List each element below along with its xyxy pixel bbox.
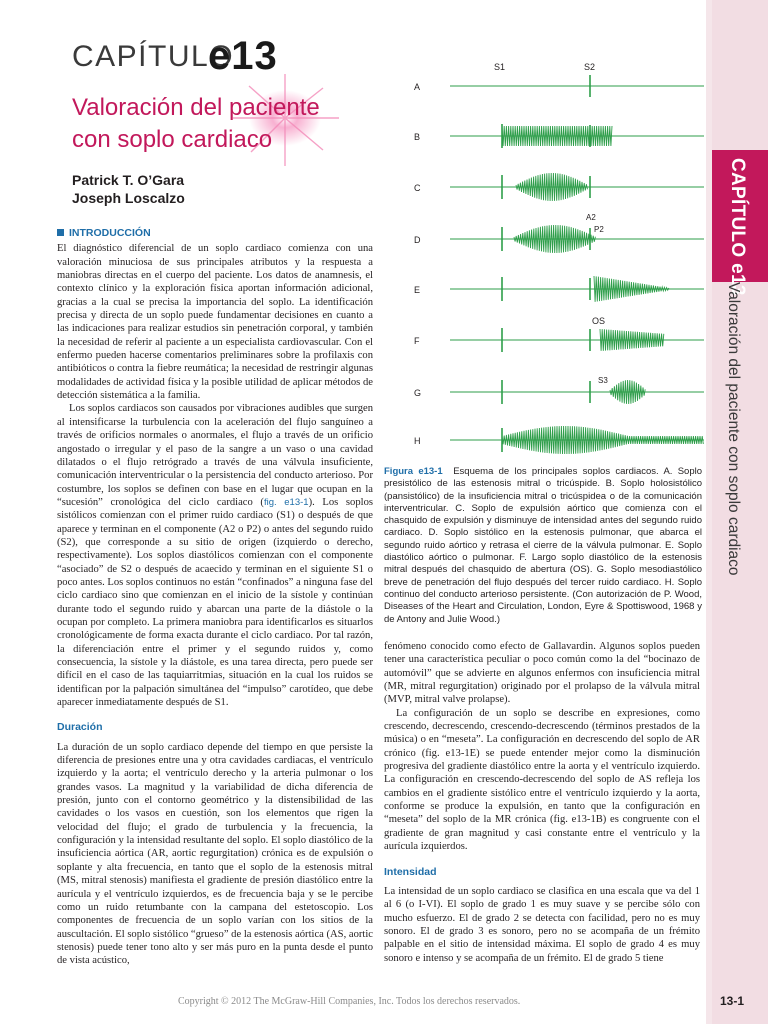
chapter-title-line-2: con soplo cardiaco <box>72 126 273 153</box>
row-label-c: C <box>414 183 421 193</box>
right-paragraph-1: fenómeno conocido como efecto de Gallavardin. Algunos soplos pueden tener una característica peculiar o poco común como la del “bocinazo de automóvil” que se advierte en algunos enfermos con insuficiencia mitral (MR, mitral regurgitation) originado por el prolapso de la válvula mitral (MVP, mitral valve prolapse). <box>384 641 700 706</box>
row-label-e: E <box>414 285 421 295</box>
label-s3: S3 <box>598 376 608 385</box>
side-running-title: Valoración del paciente con soplo cardiaco <box>725 282 742 576</box>
intro-paragraph-2: Los soplos cardiacos son causados por vibraciones audibles que surgen al intensificarse la turbulencia con la aceleración del flujo sanguíneo a través de orificios normales o anormales, el flujo a través de un orificio angostado o irregular y el paso de la sangre a un vaso o una cavidad dilatados o el flujo retrógrado a través de una válvula insuficiente, comunicación interventricular o la persistencia del conducto arterioso. Por costumbre, los soplos se definen con base en el lugar que ocupan en la “sucesión” cronológica del ciclo cardiaco (fig. e13-1). Los soplos sistólicos comienzan con el primer ruido cardiaco (S1) o después de que aparece y terminan en el componente (A2 o P2) o antes del segundo ruido (S2), que corresponde a su sitio de origen (izquierdo o derecho, respectivamente). Los soplos diastólicos comienzan con el componente “asociado” de S2 o después de acaecido y terminan en el siguiente S1 o poco antes. Los soplos continuos no están “confinados” a ninguna fase del ciclo cardiaco sino que comienzan en el inicio de la sístole y continúan durante todo el segundo ruido y abarcan una parte de la diástole o la ocupan por completo. La primera maniobra para identificarlos es situarlos cronológicamente de forma exacta durante el ciclo cardiaco. Por tal razón, la diferenciación entre el primer y el segundo ruidos y, como consecuencia, la sístole y la diástole, es una tarea directa, pero puede ser difícil en el caso de las taquiarritmias, situación en la cual los ruidos se identifican por la palpación simultánea del “impulso” carotídeo, que debe aparecer inmediatamente después de S1. <box>57 403 373 709</box>
right-column <box>384 640 700 965</box>
label-s2: S2 <box>584 62 596 72</box>
heading-intensity: Intensidad <box>384 865 437 878</box>
row-label-h: H <box>414 436 421 446</box>
chapter-number: e13 <box>208 34 278 78</box>
heading-intro: INTRODUCCIÓN <box>57 227 373 240</box>
duration-paragraph: La duración de un soplo cardiaco depende del tiempo en que persiste la diferencia de presiones entre una y otra cavidades cardiacas, el ventrículo izquierdo y la aorta; el ventrículo derecho y la arteria pulmonar o los grandes vasos. La magnitud y la variabilidad de dicha diferencia de presión, junto con el contorno geométrico y la distensibilidad de las cavidades o los vasos en cuestión, son los elementos que rigen la velocidad del flujo; el grado de turbulencia y la frecuencia, la configuración y la intensidad resultante del soplo. El soplo diastólico de la insuficiencia aórtica (AR, aortic regurgitation) crónica es de expulsión o soplante y alta frecuencia, en tanto que el soplo de la estenosis mitral (MS, mitral stenosis) manifiesta el gradiente de presión diastólico entre la aurícula y el ventrículo izquierdos, es de frecuencia baja y se le percibe como un ruido retumbante con la campana del estetoscopio. Los componentes de frecuencia de un soplo varían con los sitios de la auscultación. El soplo sistólico “grueso” de la estenosis aórtica (AS, aortic stenosis) puede tener tono alto y ser más puro en la punta desde el punto de vista acústico, <box>57 741 373 967</box>
section-square-icon <box>57 229 64 236</box>
figure-caption-label: Figura e13-1 <box>384 466 443 477</box>
figure-caption-text: Esquema de los principales soplos cardiacos. A. Soplo presistólico de las estenosis mitral o tricúspide. B. Soplo holosistólico (pansistólico) de la insuficiencia mitral o tricúspidea o de la comunicación interventricular. C. Soplo de expulsión aórtico que comienza con el chasquido de expulsión y disminuye de intensidad antes del segundo ruido cardiaco. D. Soplo sistólico en la estenosis pulmonar, que abarca el segundo ruido aórtico y retrasa el cierre de la válvula pulmonar. E. Soplo diastólico aórtico o pulmonar. F. Largo soplo diastólico de la estenosis mitral después del chasquido de abertura (OS). G. Soplo mesodiastólico breve de penetración del flujo después del tercer ruido cardiaco. H. Soplo continuo del conducto arterioso persistente. (Con autorización de P. Wood, Diseases of the Heart and Circulation, London, Eyre & Spottiswood, 1968 y de Antony and Julie Wood.) <box>384 466 703 625</box>
label-os: OS <box>592 316 606 326</box>
intro-paragraph-1: El diagnóstico diferencial de un soplo cardiaco comienza con una valoración minuciosa de sus principales atributos y la respuesta a maniobras directas en el cuerpo del paciente. Los datos de anamnesis, el contexto clínico y la exploración física aportan información adicional, gracias a la cual se precisa la importancia del soplo. La identificación precisa y directa de un soplo puede fundamentar decisiones en cuanto a las indicaciones para realizar estudios sin penetración corporal, y también la necesidad de referir al paciente a un especialista cardiovascular. Con el enfermo pueden hacerse comentarios preliminares sobre la profilaxis con antibióticos o contra la fiebre reumática; la necesidad de restringir algunas modalidades de actividad física y la posible utilidad de aplicar métodos de detección sistemática a la familia. <box>57 243 373 402</box>
row-label-b: B <box>414 132 421 142</box>
left-column <box>57 227 373 968</box>
right-paragraph-2: La configuración de un soplo se describe en expresiones, como crescendo, decrescendo, crescendo-decrescendo (términos prestados de la música) o en “meseta”. La configuración en decrescendo del soplo de AR crónico (fig. e13-1E) se puede entender mejor como la disminución progresiva del gradiente diastólico entre la aorta y el ventrículo izquierdo. La configuración en crescendo-decrescendo del soplo de AS refleja los cambios en el gradiente sistólico entre el ventrículo izquierdo y la aorta, conforme se produce la expulsión, en tanto que la configuración en “meseta” del soplo de la MR crónica (fig. e13-1B) es congruente con el gradiente de gran magnitud y casi constante entre el ventrículo y la aurícula izquierdos. <box>384 707 700 853</box>
chapter-tab-text <box>712 150 768 296</box>
heading-duration: Duración <box>57 721 103 734</box>
murmur-trace-c <box>516 173 588 201</box>
chapter-label: CAPÍTULO <box>72 40 235 73</box>
row-label-d: D <box>414 235 421 245</box>
author-2: Joseph Loscalzo <box>72 190 185 206</box>
author-1: Patrick T. O’Gara <box>72 172 185 188</box>
figure-reference-link[interactable]: fig. e13-1 <box>263 496 309 508</box>
label-a2: A2 <box>586 213 596 222</box>
copyright-footer: Copyright © 2012 The McGraw-Hill Companies, Inc. Todos los derechos reservados. <box>178 996 521 1007</box>
page-number: 13-1 <box>720 994 745 1008</box>
label-s1: S1 <box>494 62 506 72</box>
murmur-trace-h <box>502 426 703 454</box>
chapter-title-line-1: Valoración del paciente <box>72 94 320 121</box>
row-label-g: G <box>414 388 422 398</box>
row-label-a: A <box>414 82 421 92</box>
intensity-paragraph: La intensidad de un soplo cardiaco se clasifica en una escala que va del 1 al 6 (o I-VI). El soplo de grado 1 es muy suave y se percibe sólo con mucho esfuerzo. El de grado 2 se detecta con facilidad, pero no es muy sonoro. El de grado 3 es sonoro, pero no se acompaña de un frémito palpable en el sitio de intensidad máxima. El soplo de grado 4 es muy sonoro e intenso y se acompaña de un frémito. El de grado 5 tiene <box>384 885 700 964</box>
label-p2: P2 <box>594 225 604 234</box>
murmur-figure <box>384 56 706 458</box>
chapter-tab-label: CAPÍTULO e13 <box>727 158 748 296</box>
figure-caption <box>384 466 702 626</box>
row-label-f: F <box>414 336 420 346</box>
